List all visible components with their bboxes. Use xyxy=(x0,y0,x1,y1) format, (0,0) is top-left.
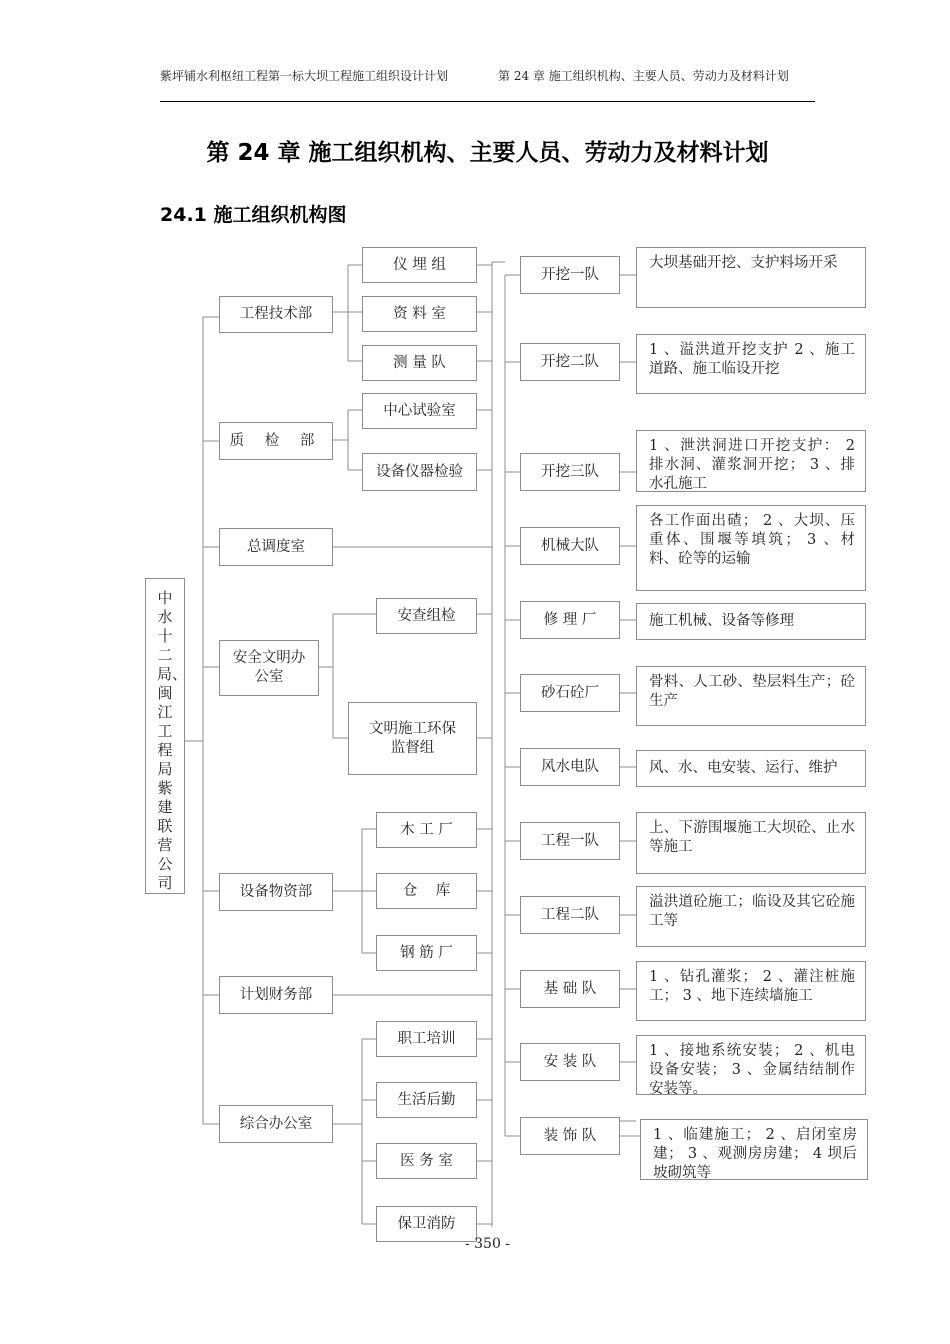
team-engineering-2: 工程二队 xyxy=(520,896,620,934)
header-document-title: 紫坪铺水利枢纽工程第一标大坝工程施工组织设计计划 xyxy=(160,69,449,83)
duty-foundation: 1 、钻孔灌浆； 2 、灌注桩施工； 3 、地下连续墙施工 xyxy=(636,961,866,1021)
duty-aggregate-concrete-plant: 骨料、人工砂、垫层料生产；砼生产 xyxy=(636,666,866,726)
team-repair-shop: 修 理 厂 xyxy=(520,601,620,639)
duty-repair-shop: 施工机械、设备等修理 xyxy=(636,603,866,640)
duty-excavation-2: 1 、溢洪道开挖支护 2 、施工道路、施工临设开挖 xyxy=(636,334,866,394)
root-company-label: 中水十二局、闽江工程局紫建联营公司 xyxy=(157,589,188,892)
duty-machinery-brigade: 各工作面出碴； 2 、大坝、压重体、围堰等填筑； 3 、材料、砼等的运输 xyxy=(636,505,866,591)
subunit-instrument-burial-group: 仪 埋 组 xyxy=(362,247,477,283)
duty-decoration: 1 、临建施工； 2 、启闭室房建； 3 、观测房房建； 4 坝后坡砌筑等 xyxy=(640,1119,868,1180)
duty-excavation-1: 大坝基础开挖、支护料场开采 xyxy=(636,247,866,308)
team-excavation-1: 开挖一队 xyxy=(520,256,620,294)
subunit-archive-room: 资 料 室 xyxy=(362,296,477,332)
team-aggregate-concrete-plant: 砂石砼厂 xyxy=(520,674,620,712)
section-title: 24.1 施工组织机构图 xyxy=(160,204,347,226)
subunit-civil-env-supervision: 文明施工环保监督组 xyxy=(348,702,477,775)
header-chapter-title: 第 24 章 施工组织机构、主要人员、劳动力及材料计划 xyxy=(498,69,789,83)
subunit-rebar-shop: 钢 筋 厂 xyxy=(376,935,477,971)
duty-wind-water-power: 风、水、电安装、运行、维护 xyxy=(636,750,866,787)
dept-planning-finance: 计划财务部 xyxy=(219,976,333,1014)
duty-engineering-1: 上、下游围堰施工大坝砼、止水等施工 xyxy=(636,812,866,874)
subunit-central-lab: 中心试验室 xyxy=(362,393,477,429)
duty-engineering-2: 溢洪道砼施工；临设及其它砼施工等 xyxy=(636,886,866,947)
dept-quality-inspection: 质 检 部 xyxy=(219,422,333,460)
team-decoration: 装 饰 队 xyxy=(520,1117,620,1155)
dept-equipment-materials: 设备物资部 xyxy=(219,873,333,911)
subunit-warehouse: 仓 库 xyxy=(376,873,477,909)
subunit-staff-training: 职工培训 xyxy=(376,1021,477,1057)
chapter-title: 第 24 章 施工组织机构、主要人员、劳动力及材料计划 xyxy=(206,140,769,166)
subunit-survey-team: 测 量 队 xyxy=(362,345,477,381)
team-engineering-1: 工程一队 xyxy=(520,822,620,860)
duty-excavation-3: 1 、泄洪洞进口开挖支护： 2 排水洞、灌浆洞开挖； 3 、排水孔施工 xyxy=(636,430,866,492)
dept-engineering-tech: 工程技术部 xyxy=(219,296,333,333)
team-excavation-3: 开挖三队 xyxy=(520,453,620,491)
duty-installation: 1 、接地系统安装； 2 、机电设备安装； 3 、金属结结制作安装等。 xyxy=(636,1035,866,1095)
dept-general-dispatch: 总调度室 xyxy=(219,528,333,566)
team-installation: 安 装 队 xyxy=(520,1043,620,1081)
page-number: - 350 - xyxy=(464,1236,511,1252)
subunit-clinic: 医 务 室 xyxy=(376,1143,477,1179)
team-foundation: 基 础 队 xyxy=(520,970,620,1008)
dept-safety-civilization-office: 安全文明办公室 xyxy=(219,640,319,696)
team-wind-water-power: 风水电队 xyxy=(520,748,620,786)
subunit-carpentry-shop: 木 工 厂 xyxy=(376,812,477,848)
team-machinery-brigade: 机械大队 xyxy=(520,527,620,565)
subunit-logistics: 生活后勤 xyxy=(376,1082,477,1118)
root-company-box xyxy=(145,578,188,894)
subunit-equipment-inspection: 设备仪器检验 xyxy=(362,453,477,491)
dept-general-office: 综合办公室 xyxy=(219,1105,333,1143)
subunit-safety-inspection: 安查组检 xyxy=(376,598,477,634)
subunit-security-fire: 保卫消防 xyxy=(376,1206,477,1242)
team-excavation-2: 开挖二队 xyxy=(520,343,620,381)
